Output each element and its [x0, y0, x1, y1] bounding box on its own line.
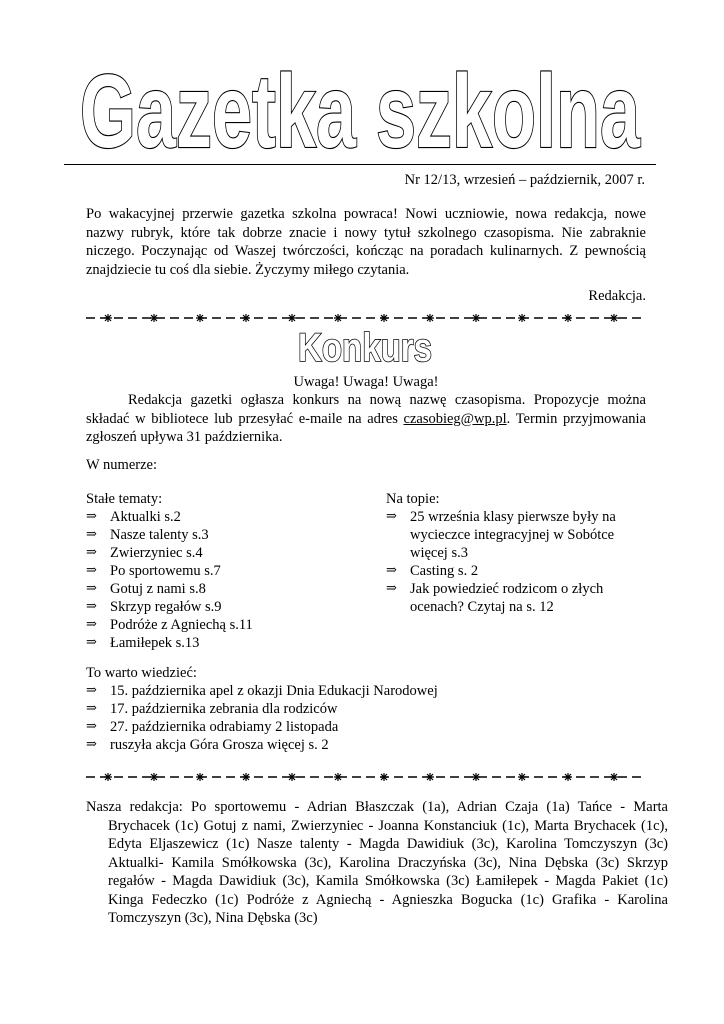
- divider-star-mark: [610, 773, 618, 781]
- intro-signature: Redakcja.: [588, 288, 646, 304]
- worth-knowing: [86, 664, 646, 754]
- divider-star-mark: [610, 314, 618, 322]
- list-item-text: 25 września klasy pierwsze były na wycieczce integracyjnej w Sobótce więcej s.3: [410, 509, 616, 561]
- arrow-icon: ⇒: [86, 737, 97, 752]
- arrow-icon: ⇒: [86, 683, 97, 698]
- masthead-logo: [60, 50, 660, 170]
- regular-topics: [86, 490, 366, 652]
- list-item-text: Zwierzyniec s.4: [110, 545, 203, 561]
- list-item: [86, 526, 366, 544]
- arrow-icon: ⇒: [386, 563, 397, 578]
- list-item-text: Łamiłepek s.13: [110, 635, 200, 651]
- decorative-divider: [86, 770, 642, 784]
- featured-topics-heading: Na topie:: [386, 491, 440, 507]
- issue-line: Nr 12/13, wrzesień – październik, 2007 r.: [404, 172, 645, 188]
- divider-star-mark: [150, 773, 158, 781]
- list-item: [86, 508, 366, 526]
- divider-star-mark: [426, 773, 434, 781]
- list-item: [86, 682, 646, 700]
- list-item: [386, 562, 648, 580]
- divider-star-mark: [288, 773, 296, 781]
- arrow-icon: ⇒: [86, 563, 97, 578]
- list-item: [86, 544, 366, 562]
- arrow-icon: ⇒: [86, 581, 97, 596]
- list-item: [86, 616, 366, 634]
- contents-label: W numerze:: [86, 457, 157, 473]
- list-item-text: Skrzyp regałów s.9: [110, 599, 222, 615]
- list-item-text: ruszyła akcja Góra Grosza więcej s. 2: [110, 737, 329, 753]
- arrow-icon: ⇒: [86, 545, 97, 560]
- featured-topics-list: [386, 508, 648, 616]
- divider-star-mark: [564, 314, 572, 322]
- list-item-text: 17. października zebrania dla rodziców: [110, 701, 338, 717]
- divider-star-mark: [564, 773, 572, 781]
- list-item: [86, 598, 366, 616]
- arrow-icon: ⇒: [86, 617, 97, 632]
- konkurs-alert: Uwaga! Uwaga! Uwaga!: [293, 374, 439, 390]
- list-item-text: Jak powiedzieć rodzicom o złych ocenach? Czytaj na s. 12: [410, 581, 604, 615]
- divider-star-mark: [518, 773, 526, 781]
- list-item-text: Aktualki s.2: [110, 509, 181, 525]
- divider-star-mark: [196, 773, 204, 781]
- worth-knowing-list: [86, 682, 646, 754]
- list-item: [386, 508, 648, 562]
- list-item: [386, 580, 648, 616]
- list-item: [86, 634, 366, 652]
- list-item: [86, 700, 646, 718]
- arrow-icon: ⇒: [386, 509, 397, 524]
- contest-email-link[interactable]: czasobieg@wp.pl: [403, 410, 507, 427]
- list-item-text: 27. października odrabiamy 2 listopada: [110, 719, 339, 735]
- divider-star-mark: [472, 314, 480, 322]
- masthead-title: Gazetka szkolna: [80, 54, 641, 170]
- divider-star-mark: [242, 314, 250, 322]
- divider-star-mark: [472, 773, 480, 781]
- featured-topics: [386, 490, 648, 616]
- divider-star-mark: [518, 314, 526, 322]
- divider-star-mark: [334, 773, 342, 781]
- arrow-icon: ⇒: [86, 527, 97, 542]
- arrow-icon: ⇒: [86, 509, 97, 524]
- arrow-icon: ⇒: [86, 599, 97, 614]
- arrow-icon: ⇒: [386, 581, 397, 596]
- divider-star-mark: [104, 773, 112, 781]
- arrow-icon: ⇒: [86, 635, 97, 650]
- divider-star-mark: [104, 314, 112, 322]
- list-item-text: Podróże z Agniechą s.11: [110, 617, 253, 633]
- konkurs-body: [86, 391, 646, 447]
- list-item: [86, 736, 646, 754]
- list-item-text: Casting s. 2: [410, 563, 479, 579]
- konkurs-heading: Konkurs: [298, 326, 432, 370]
- regular-topics-list: [86, 508, 366, 652]
- worth-knowing-heading: To warto wiedzieć:: [86, 665, 197, 681]
- list-item: [86, 718, 646, 736]
- list-item-text: 15. października apel z okazji Dnia Edukacji Narodowej: [110, 683, 438, 699]
- list-item-text: Po sportowemu s.7: [110, 563, 221, 579]
- arrow-icon: ⇒: [86, 701, 97, 716]
- editorial-team: Nasza redakcja: Po sportowemu - Adrian Błaszczak (1a), Adrian Czaja (1a) Tańce - Marta Brychacek (1c) Gotuj z nami, Zwierzyniec - Joanna Konstanciuk (1c), Marta Brychacek (1c), Edyta Eljaszewicz (1c) Nasze talenty - Magda Dawidiuk (3c), Karolina Tomczyszyn (3c) Aktualki- Kamila Smółkowska (3c), Karolina Draczyńska (3c), Nina Dębska (3c) Skrzyp regałów - Magda Dawidiuk (3c), Kamila Smółkowska (3c) Łamiłepek - Magda Pakiet (1c) Kinga Fedeczko (1c) Podróże z Agniechą - Agnieszka Bogucka (1c) Grafika - Karolina Tomczyszyn (3c), Nina Dębska (3c): [86, 799, 668, 926]
- list-item-text: Nasze talenty s.3: [110, 527, 209, 543]
- konkurs-body-tail: . Termin przyjmowania zgłoszeń upływa 31 października.: [86, 410, 646, 445]
- intro-paragraph: Po wakacyjnej przerwie gazetka szkolna powraca! Nowi uczniowie, nowa redakcja, nowe nazwy rubryk, które tak dobrze znacie i nowy tytuł szkolnego czasopisma. Nie zabraknie niczego. Poczynając od Waszej twórczości, kończąc na poradach kulinarnych. Z pewnością znajdziecie tu coś dla siebie. Życzymy miłego czytania.: [86, 206, 646, 278]
- arrow-icon: ⇒: [86, 719, 97, 734]
- konkurs-heading-logo: [290, 321, 440, 369]
- masthead-rule: [64, 164, 656, 165]
- list-item: [86, 562, 366, 580]
- divider-star-mark: [380, 773, 388, 781]
- list-item: [86, 580, 366, 598]
- divider-star-mark: [150, 314, 158, 322]
- regular-topics-heading: Stałe tematy:: [86, 491, 163, 507]
- list-item-text: Gotuj z nami s.8: [110, 581, 206, 597]
- divider-star-mark: [242, 773, 250, 781]
- masthead: [60, 50, 660, 170]
- konkurs-body-text: Redakcja gazetki ogłasza konkurs na nową nazwę czasopisma. Propozycje można składać w bibliotece lub przesyłać e-maile na adres: [86, 392, 646, 427]
- divider-star-mark: [196, 314, 204, 322]
